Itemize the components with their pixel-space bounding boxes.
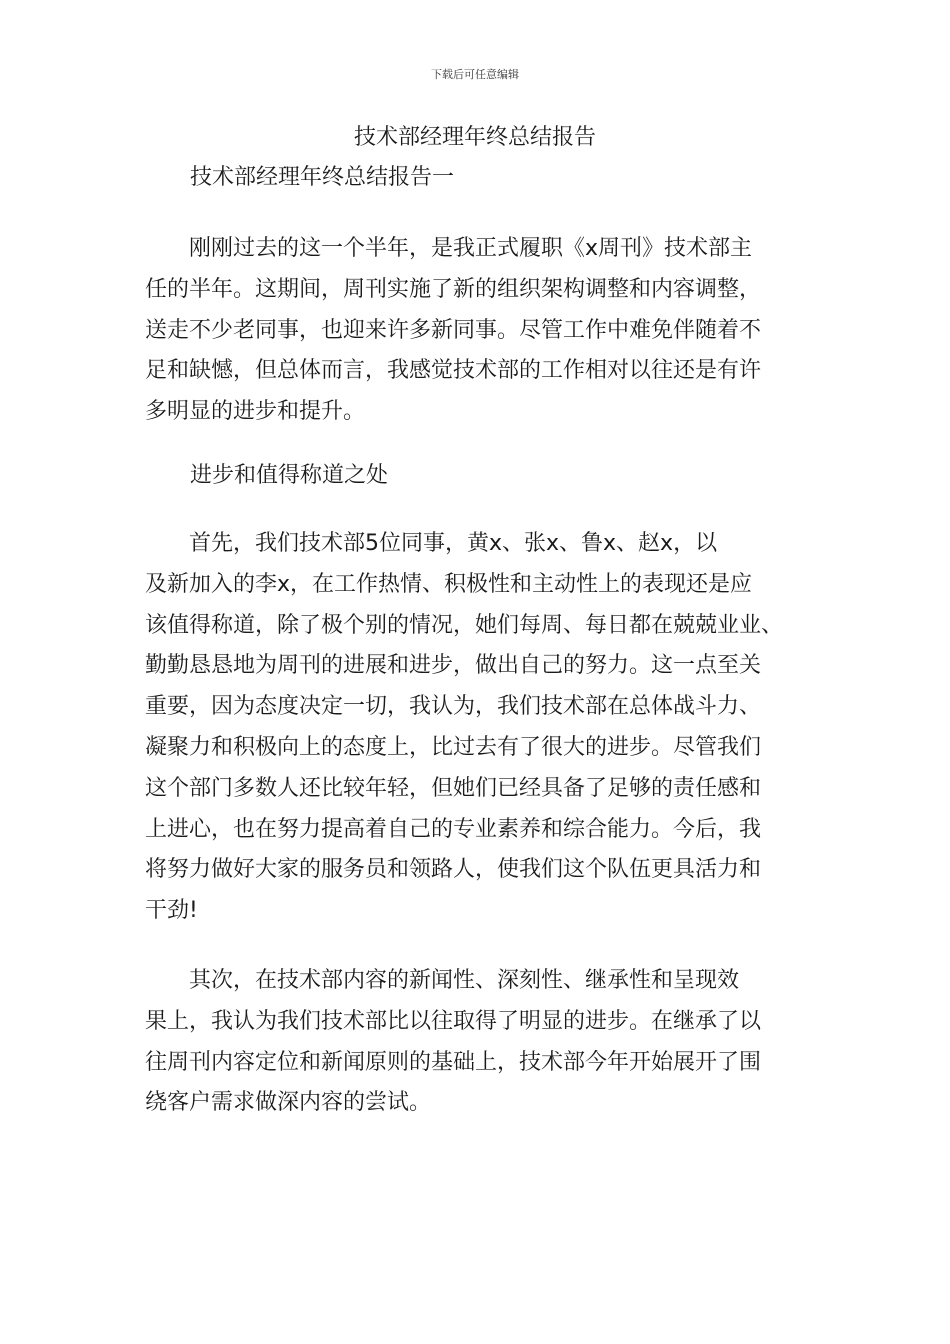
paragraph-line: 首先，我们技术部5位同事，黄x、张x、鲁x、赵x，以 bbox=[145, 531, 718, 556]
paragraph-line: 这个部门多数人还比较年轻，但她们已经具备了足够的责任感和 bbox=[145, 775, 762, 801]
paragraph-intro bbox=[145, 229, 810, 433]
paragraph-line: 该值得称道，除了极个别的情况，她们每周、每日都在兢兢业业、 bbox=[145, 612, 784, 638]
paragraph-line: 凝聚力和积极向上的态度上，比过去有了很大的进步。尽管我们 bbox=[145, 734, 762, 760]
paragraph-line: 多明显的进步和提升。 bbox=[145, 399, 366, 425]
paragraph-line: 足和缺憾，但总体而言，我感觉技术部的工作相对以往还是有许 bbox=[145, 358, 762, 384]
document-subtitle: 技术部经理年终总结报告一 bbox=[190, 165, 455, 190]
header-note: 下载后可任意编辑 bbox=[431, 68, 519, 81]
paragraph-line: 送走不少老同事，也迎来许多新同事。尽管工作中难免伴随着不 bbox=[145, 317, 762, 343]
document-title: 技术部经理年终总结报告 bbox=[353, 125, 596, 150]
paragraph-line: 将努力做好大家的服务员和领路人，使我们这个队伍更具活力和 bbox=[145, 857, 762, 883]
paragraph-progress bbox=[145, 524, 810, 932]
paragraph-line: 上进心，也在努力提高着自己的专业素养和综合能力。今后，我 bbox=[145, 816, 762, 842]
paragraph-line: 绕客户需求做深内容的尝试。 bbox=[145, 1090, 432, 1116]
section-heading: 进步和值得称道之处 bbox=[190, 463, 389, 488]
paragraph-line: 果上，我认为我们技术部比以往取得了明显的进步。在继承了以 bbox=[145, 1008, 762, 1034]
paragraph-line: 勤勤恳恳地为周刊的进展和进步，做出自己的努力。这一点至关 bbox=[145, 653, 762, 679]
paragraph-line: 及新加入的李x，在工作热情、积极性和主动性上的表现还是应 bbox=[145, 571, 753, 597]
paragraph-line: 刚刚过去的这一个半年，是我正式履职《x周刊》技术部主 bbox=[145, 236, 753, 261]
paragraph-line: 其次，在技术部内容的新闻性、深刻性、继承性和呈现效 bbox=[145, 968, 740, 993]
paragraph-line: 干劲! bbox=[145, 898, 198, 924]
paragraph-content bbox=[145, 961, 810, 1124]
paragraph-line: 任的半年。这期间，周刊实施了新的组织架构调整和内容调整， bbox=[145, 276, 762, 302]
paragraph-line: 往周刊内容定位和新闻原则的基础上，技术部今年开始展开了围 bbox=[145, 1049, 762, 1075]
paragraph-line: 重要，因为态度决定一切，我认为，我们技术部在总体战斗力、 bbox=[145, 694, 762, 720]
